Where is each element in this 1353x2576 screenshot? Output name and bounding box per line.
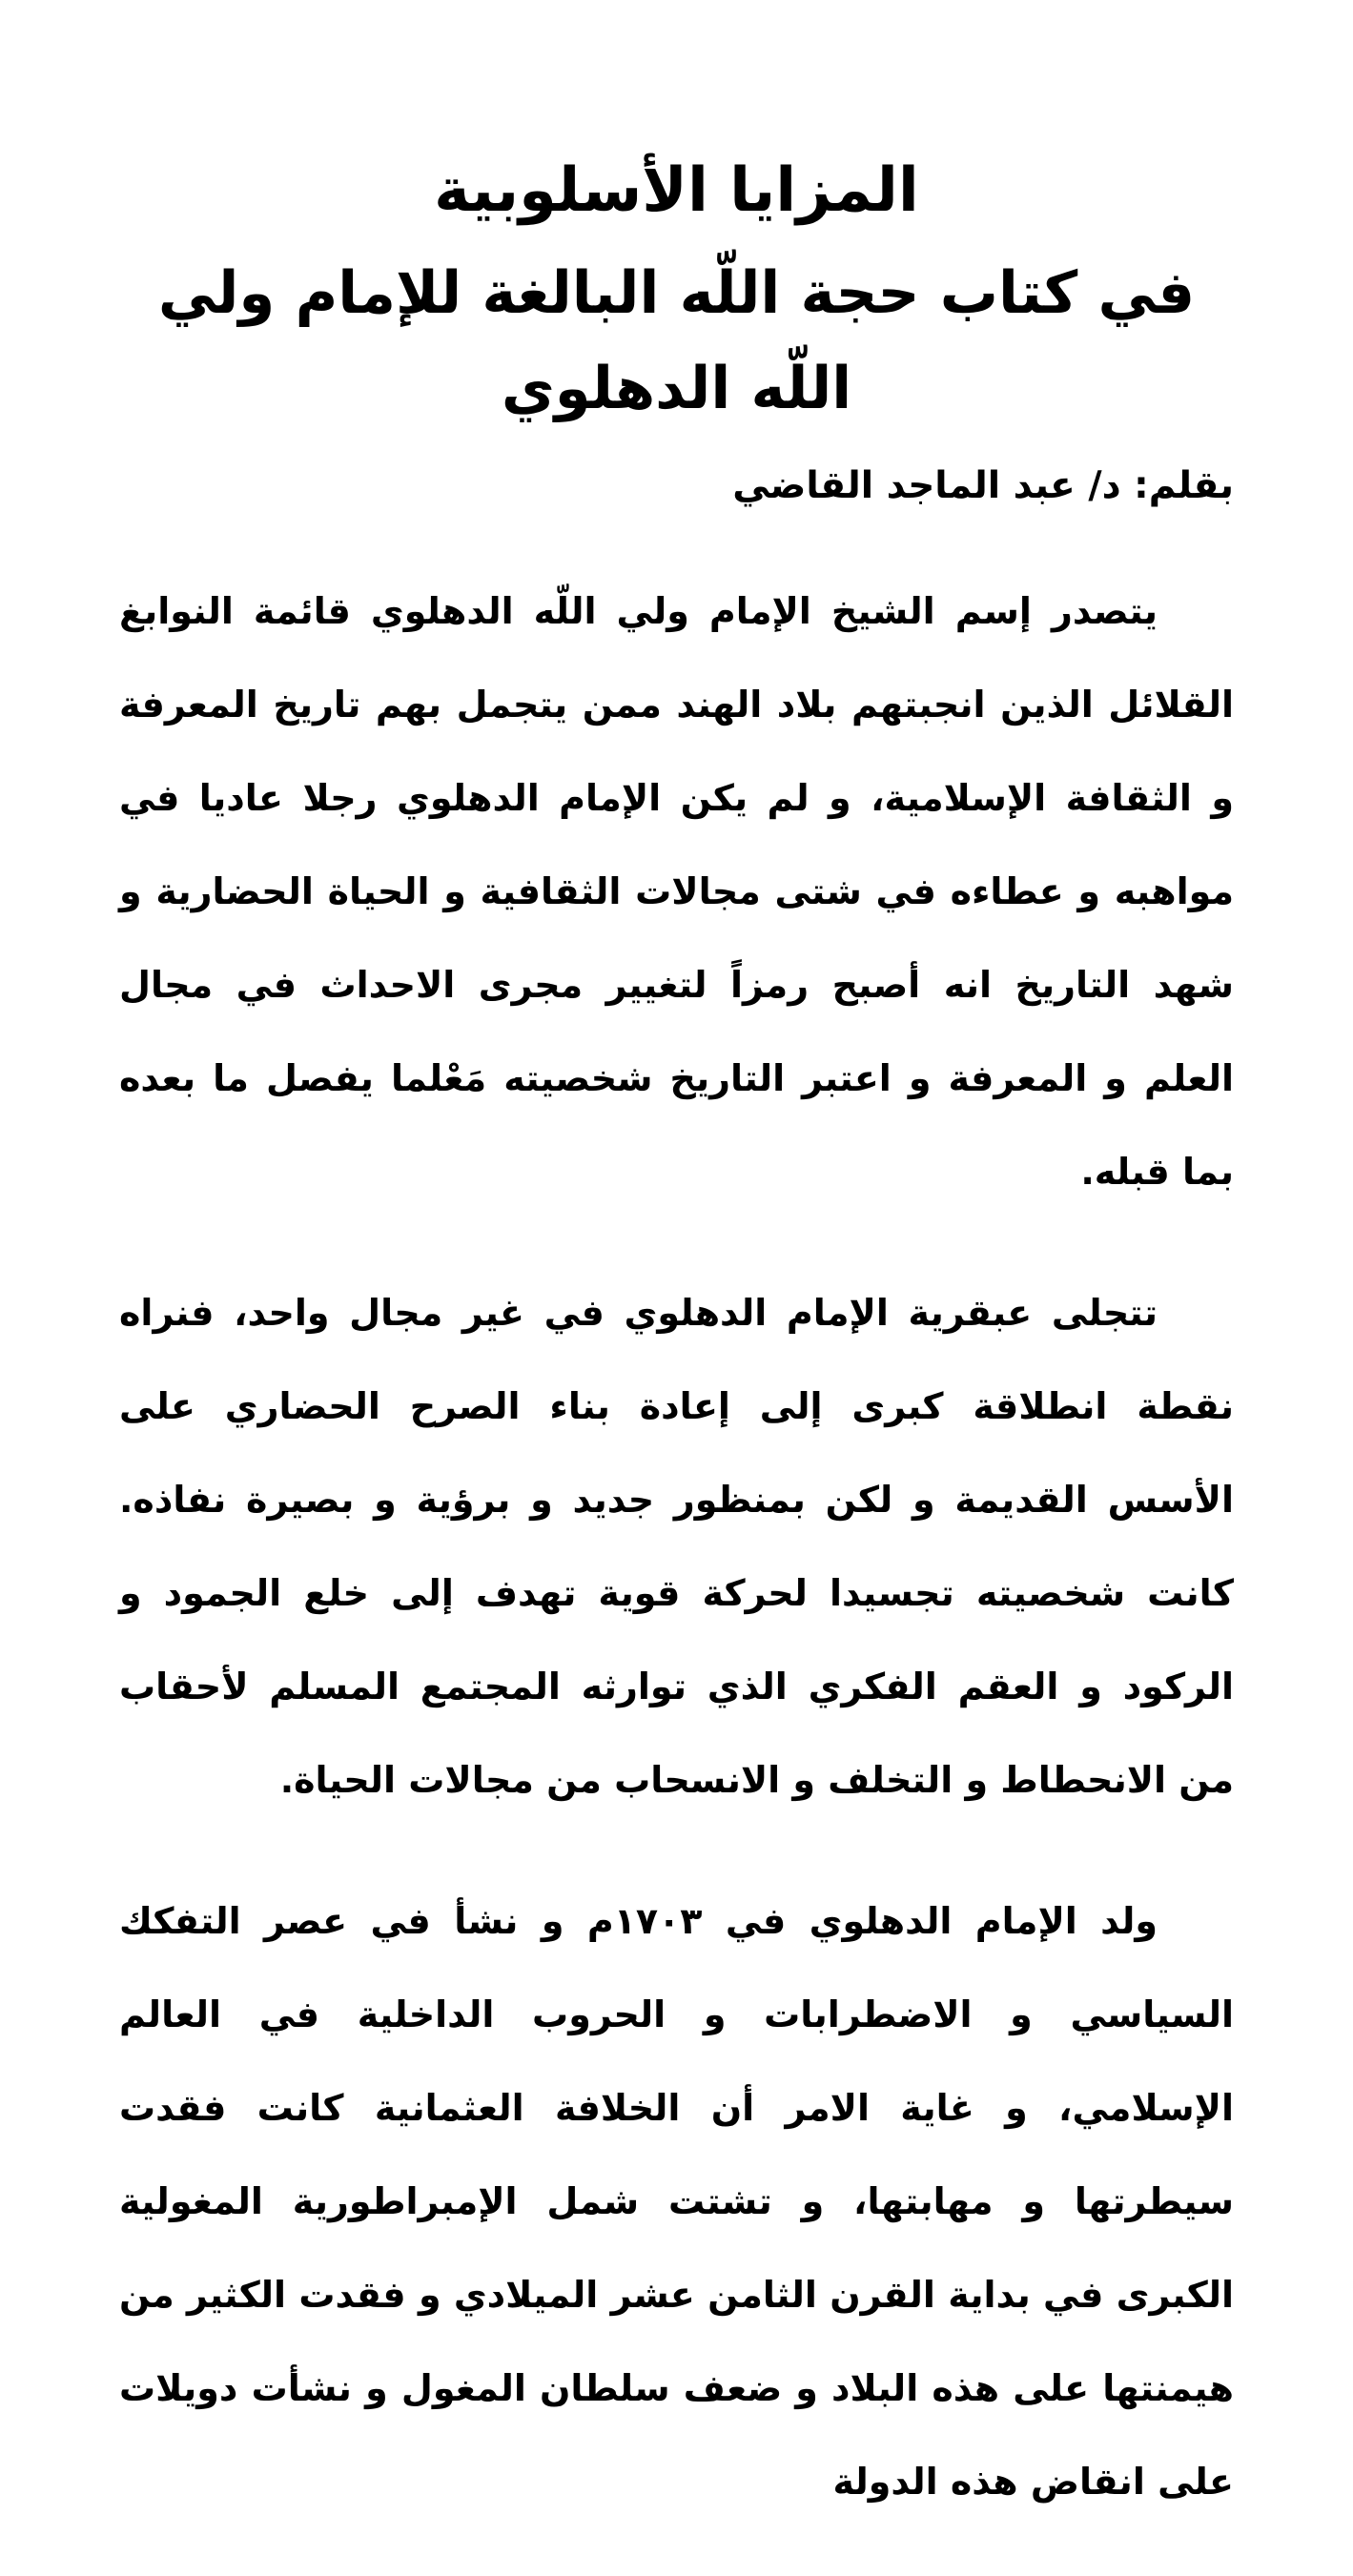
title-block (124, 143, 1229, 437)
article-body (119, 564, 1234, 2576)
page-subtitle: في كتاب حجة اللّه البالغة للإمام ولي اللّه الدهلوي (157, 259, 1196, 422)
paragraph-1: يتصدر إسم الشيخ الإمام ولي اللّه الدهلوي قائمة النوابغ القلائل الذين انجبتهم بلاد الهند ممن يتجمل بهم تاريخ المعرفة و الثقافة الإسلامية، و لم يكن الإمام الدهلوي رجلا عاديا في مواهبه و عطاءه في شتى مجالات الثقافية و الحياة الحضارية و شهد التاريخ انه أصبح رمزاً لتغيير مجرى الاحداث في مجال العلم و المعرفة و اعتبر التاريخ شخصيته مَعْلما يفصل ما بعده بما قبله. (119, 590, 1234, 1193)
paragraph-3: ولد الإمام الدهلوي في ١٧٠٣م و نشأ في عصر التفكك السياسي و الاضطرابات و الحروب الداخلية في العالم الإسلامي، و غاية الامر أن الخلافة العثمانية كانت فقدت سيطرتها و مهابتها، و تشتت شمل الإمبراطورية المغولية الكبرى في بداية القرن الثامن عشر الميلادي و فقدت الكثير من هيمنتها على هذه البلاد و ضعف سلطان المغول و نشأت دويلات على انقاض هذه الدولة (119, 1900, 1234, 2503)
author-byline: بقلم: د/ عبد الماجد القاضي (732, 464, 1234, 507)
paragraph-2: تتجلى عبقرية الإمام الدهلوي في غير مجال واحد، فنراه نقطة انطلاقة كبرى إلى إعادة بناء الصرح الحضاري على الأسس القديمة و لكن بمنظور جديد و برؤية و بصيرة نفاذه. كانت شخصيته تجسيدا لحركة قوية تهدف إلى خلع الجمود و الركود و العقم الفكري الذي توارثه المجتمع المسلم لأحقاب من الانحطاط و التخلف و الانسحاب من مجالات الحياة. (119, 1292, 1234, 1801)
page-title: المزايا الأسلوبية (434, 155, 919, 226)
